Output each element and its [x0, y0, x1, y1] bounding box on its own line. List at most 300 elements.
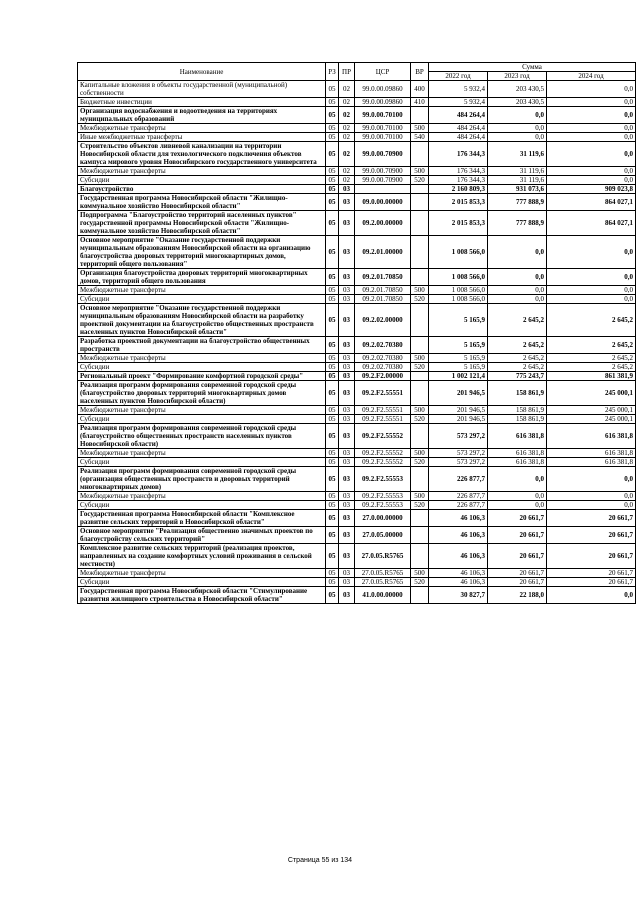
- row-pr: 02: [339, 142, 355, 167]
- table-row: [78, 424, 636, 449]
- header-rz: РЗ: [326, 63, 339, 81]
- row-value-2023: 0,0: [488, 286, 547, 295]
- row-value-2024: 0,0: [547, 587, 636, 604]
- row-name: Разработка проектной документации на благоустройство общественных пространств: [78, 337, 326, 354]
- row-pr: 02: [339, 133, 355, 142]
- row-csr: 09.2.F2.55553: [355, 501, 411, 510]
- row-pr: 03: [339, 501, 355, 510]
- row-value-2022: 1 008 566,0: [429, 295, 488, 304]
- row-value-2024: 0,0: [547, 98, 636, 107]
- header-year-2023: 2023 год: [488, 72, 547, 81]
- row-value-2024: 861 381,9: [547, 372, 636, 381]
- row-pr: 03: [339, 286, 355, 295]
- row-pr: 03: [339, 467, 355, 492]
- row-value-2024: 20 661,7: [547, 569, 636, 578]
- row-value-2023: 158 861,9: [488, 381, 547, 406]
- table-row: [78, 185, 636, 194]
- table-row: [78, 286, 636, 295]
- row-rz: 05: [326, 510, 339, 527]
- row-value-2024: 2 645,2: [547, 363, 636, 372]
- header-year-2022: 2022 год: [429, 72, 488, 81]
- row-pr: 03: [339, 185, 355, 194]
- row-value-2022: 5 165,9: [429, 337, 488, 354]
- row-value-2022: 1 008 566,0: [429, 286, 488, 295]
- table-row: [78, 381, 636, 406]
- row-rz: 05: [326, 415, 339, 424]
- row-value-2022: 573 297,2: [429, 449, 488, 458]
- row-csr: 09.2.F2.55551: [355, 415, 411, 424]
- row-csr: 09.2.F2.55551: [355, 406, 411, 415]
- row-value-2023: 20 661,7: [488, 569, 547, 578]
- table-row: [78, 167, 636, 176]
- row-vr: 410: [411, 98, 429, 107]
- row-pr: 03: [339, 527, 355, 544]
- row-name: Организация благоустройства дворовых территорий многоквартирных домов, территорий общего пользования: [78, 269, 326, 286]
- row-value-2022: 226 877,7: [429, 467, 488, 492]
- row-value-2022: 573 297,2: [429, 424, 488, 449]
- row-name: Субсидии: [78, 295, 326, 304]
- row-vr: [411, 185, 429, 194]
- row-vr: [411, 424, 429, 449]
- row-vr: [411, 527, 429, 544]
- row-value-2024: 864 027,1: [547, 194, 636, 211]
- row-csr: 27.0.05.00000: [355, 527, 411, 544]
- row-value-2024: 0,0: [547, 81, 636, 98]
- row-value-2023: 616 381,8: [488, 424, 547, 449]
- row-csr: 99.0.00.70100: [355, 124, 411, 133]
- row-pr: 03: [339, 337, 355, 354]
- row-value-2024: 20 661,7: [547, 544, 636, 569]
- row-pr: 03: [339, 415, 355, 424]
- row-csr: 09.2.02.70380: [355, 354, 411, 363]
- row-value-2023: 31 119,6: [488, 142, 547, 167]
- row-value-2024: 20 661,7: [547, 578, 636, 587]
- row-pr: 03: [339, 544, 355, 569]
- row-csr: 09.2.02.00000: [355, 304, 411, 337]
- row-value-2022: 176 344,3: [429, 142, 488, 167]
- row-vr: 520: [411, 501, 429, 510]
- row-value-2022: 484 264,4: [429, 107, 488, 124]
- row-csr: 99.0.00.70900: [355, 176, 411, 185]
- row-value-2023: 931 073,6: [488, 185, 547, 194]
- row-csr: 27.0.05.R5765: [355, 578, 411, 587]
- table-row: [78, 415, 636, 424]
- table-row: [78, 492, 636, 501]
- row-value-2022: 2 015 853,3: [429, 211, 488, 236]
- row-pr: 02: [339, 176, 355, 185]
- header-csr: ЦСР: [355, 63, 411, 81]
- row-value-2022: 46 106,3: [429, 510, 488, 527]
- row-value-2023: 0,0: [488, 295, 547, 304]
- row-rz: 05: [326, 167, 339, 176]
- row-rz: 05: [326, 81, 339, 98]
- row-value-2022: 1 002 121,4: [429, 372, 488, 381]
- header-year-2024: 2024 год: [547, 72, 636, 81]
- row-vr: 500: [411, 449, 429, 458]
- row-vr: 520: [411, 363, 429, 372]
- table-row: [78, 337, 636, 354]
- row-csr: 41.0.00.00000: [355, 587, 411, 604]
- row-name: Региональный проект "Формирование комфортной городской среды": [78, 372, 326, 381]
- table-row: [78, 354, 636, 363]
- row-csr: 09.2.F2.55553: [355, 492, 411, 501]
- row-name: Иные межбюджетные трансферты: [78, 133, 326, 142]
- row-pr: 03: [339, 194, 355, 211]
- row-value-2024: 0,0: [547, 501, 636, 510]
- row-rz: 05: [326, 467, 339, 492]
- row-value-2024: 0,0: [547, 295, 636, 304]
- table-row: [78, 363, 636, 372]
- row-name: Благоустройство: [78, 185, 326, 194]
- row-value-2023: 777 888,9: [488, 194, 547, 211]
- row-value-2022: 30 827,7: [429, 587, 488, 604]
- table-row: [78, 124, 636, 133]
- row-pr: 02: [339, 98, 355, 107]
- row-vr: 540: [411, 133, 429, 142]
- row-value-2024: 0,0: [547, 142, 636, 167]
- row-value-2022: 46 106,3: [429, 569, 488, 578]
- row-name: Капитальные вложения в объекты государственной (муниципальной) собственности: [78, 81, 326, 98]
- row-value-2024: 0,0: [547, 467, 636, 492]
- row-csr: 09.0.00.00000: [355, 194, 411, 211]
- table-row: [78, 527, 636, 544]
- row-value-2024: 0,0: [547, 176, 636, 185]
- row-value-2023: 2 645,2: [488, 304, 547, 337]
- table-body: [78, 81, 636, 604]
- row-pr: 03: [339, 354, 355, 363]
- row-vr: 520: [411, 458, 429, 467]
- row-rz: 05: [326, 501, 339, 510]
- table-row: [78, 458, 636, 467]
- row-rz: 05: [326, 269, 339, 286]
- row-name: Основное мероприятие "Реализация общественно значимых проектов по благоустройству сельских территорий": [78, 527, 326, 544]
- row-name: Основное мероприятие "Оказание государственной поддержки муниципальным образованиям Новосибирской области на организацию благоустройства дворовых территорий многоквартирных домов, территорий общего пользования": [78, 236, 326, 269]
- row-vr: [411, 467, 429, 492]
- row-csr: 09.2.01.70850: [355, 269, 411, 286]
- row-vr: [411, 211, 429, 236]
- row-pr: 03: [339, 236, 355, 269]
- page-number: Страница 55 из 134: [287, 857, 353, 864]
- row-pr: 03: [339, 424, 355, 449]
- row-csr: 09.2.F2.55552: [355, 449, 411, 458]
- row-value-2022: 573 297,2: [429, 458, 488, 467]
- row-rz: 05: [326, 458, 339, 467]
- row-rz: 05: [326, 578, 339, 587]
- row-value-2022: 176 344,3: [429, 167, 488, 176]
- row-rz: 05: [326, 133, 339, 142]
- row-rz: 05: [326, 236, 339, 269]
- row-name: Субсидии: [78, 458, 326, 467]
- row-pr: 02: [339, 124, 355, 133]
- row-rz: 05: [326, 124, 339, 133]
- row-vr: 520: [411, 176, 429, 185]
- row-csr: 09.2.02.70380: [355, 337, 411, 354]
- row-rz: 05: [326, 527, 339, 544]
- row-value-2024: 0,0: [547, 286, 636, 295]
- row-csr: 09.2.F2.55552: [355, 458, 411, 467]
- row-value-2023: 775 243,7: [488, 372, 547, 381]
- row-value-2023: 20 661,7: [488, 527, 547, 544]
- row-csr: 09.2.F2.00000: [355, 372, 411, 381]
- row-value-2022: 226 877,7: [429, 492, 488, 501]
- row-value-2022: 1 008 566,0: [429, 236, 488, 269]
- row-value-2024: 0,0: [547, 107, 636, 124]
- row-pr: 03: [339, 449, 355, 458]
- table-row: [78, 194, 636, 211]
- row-rz: 05: [326, 363, 339, 372]
- row-rz: 05: [326, 286, 339, 295]
- row-value-2023: 158 861,9: [488, 406, 547, 415]
- row-vr: 520: [411, 415, 429, 424]
- row-csr: 27.0.05.R5765: [355, 569, 411, 578]
- row-pr: 02: [339, 81, 355, 98]
- table-row: [78, 236, 636, 269]
- row-vr: [411, 194, 429, 211]
- row-vr: [411, 107, 429, 124]
- row-vr: 500: [411, 406, 429, 415]
- row-value-2024: 20 661,7: [547, 527, 636, 544]
- row-value-2023: 0,0: [488, 124, 547, 133]
- row-pr: 03: [339, 406, 355, 415]
- row-value-2023: 31 119,6: [488, 167, 547, 176]
- table-row: [78, 501, 636, 510]
- row-csr: 99.0.00.09860: [355, 98, 411, 107]
- row-name: Межбюджетные трансферты: [78, 124, 326, 133]
- row-rz: 05: [326, 295, 339, 304]
- row-value-2023: 2 645,2: [488, 337, 547, 354]
- row-rz: 05: [326, 587, 339, 604]
- row-csr: 99.0.00.70100: [355, 133, 411, 142]
- row-value-2024: 864 027,1: [547, 211, 636, 236]
- row-name: Межбюджетные трансферты: [78, 406, 326, 415]
- table-row: [78, 211, 636, 236]
- row-value-2023: 0,0: [488, 107, 547, 124]
- row-rz: 05: [326, 354, 339, 363]
- row-name: Реализация программ формирования современной городской среды (организация общественных пространств и дворовых территорий многоквартирных домов): [78, 467, 326, 492]
- row-vr: 500: [411, 569, 429, 578]
- row-vr: 520: [411, 295, 429, 304]
- table-row: [78, 587, 636, 604]
- budget-table: [77, 62, 636, 604]
- row-vr: [411, 337, 429, 354]
- row-value-2024: 0,0: [547, 236, 636, 269]
- row-value-2024: 20 661,7: [547, 510, 636, 527]
- row-name: Комплексное развитие сельских территорий (реализация проектов, направленных на создание комфортных условий проживания в сельской местности): [78, 544, 326, 569]
- row-value-2023: 2 645,2: [488, 363, 547, 372]
- row-vr: 520: [411, 578, 429, 587]
- row-rz: 05: [326, 381, 339, 406]
- row-name: Реализация программ формирования современной городской среды (благоустройство общественных пространств населенных пунктов Новосибирской области): [78, 424, 326, 449]
- row-value-2022: 46 106,3: [429, 544, 488, 569]
- row-value-2024: 616 381,8: [547, 449, 636, 458]
- row-value-2022: 5 932,4: [429, 98, 488, 107]
- row-csr: 09.2.01.00000: [355, 236, 411, 269]
- row-vr: 500: [411, 286, 429, 295]
- row-value-2023: 2 645,2: [488, 354, 547, 363]
- row-name: Государственная программа Новосибирской области "Стимулирование развития жилищного строительства в Новосибирской области": [78, 587, 326, 604]
- table-row: [78, 133, 636, 142]
- table-row: [78, 449, 636, 458]
- row-value-2022: 1 008 566,0: [429, 269, 488, 286]
- row-rz: 05: [326, 544, 339, 569]
- row-value-2024: 0,0: [547, 269, 636, 286]
- row-value-2024: 0,0: [547, 167, 636, 176]
- row-value-2022: 201 946,5: [429, 381, 488, 406]
- row-name: Межбюджетные трансферты: [78, 167, 326, 176]
- row-rz: 05: [326, 492, 339, 501]
- row-value-2024: 2 645,2: [547, 354, 636, 363]
- row-value-2024: 909 023,8: [547, 185, 636, 194]
- row-vr: 400: [411, 81, 429, 98]
- row-rz: 05: [326, 304, 339, 337]
- row-rz: 05: [326, 142, 339, 167]
- table-row: [78, 98, 636, 107]
- row-name: Строительство объектов ливневой канализации на территории Новосибирской области для технологического подключения объектов кампуса мирового уровня Новосибирского государственного университета: [78, 142, 326, 167]
- row-pr: 03: [339, 304, 355, 337]
- row-pr: 03: [339, 363, 355, 372]
- row-name: Субсидии: [78, 363, 326, 372]
- header-pr: ПР: [339, 63, 355, 81]
- row-rz: 05: [326, 449, 339, 458]
- row-name: Субсидии: [78, 415, 326, 424]
- row-vr: [411, 381, 429, 406]
- table-row: [78, 406, 636, 415]
- row-vr: [411, 510, 429, 527]
- row-csr: 99.0.00.70900: [355, 167, 411, 176]
- row-value-2023: 0,0: [488, 269, 547, 286]
- row-rz: 05: [326, 107, 339, 124]
- row-name: Организация водоснабжения и водоотведения на территориях муниципальных образований: [78, 107, 326, 124]
- header-name: Наименование: [78, 63, 326, 81]
- table-row: [78, 81, 636, 98]
- row-csr: 27.0.05.R5765: [355, 544, 411, 569]
- row-rz: 05: [326, 569, 339, 578]
- row-vr: 500: [411, 124, 429, 133]
- table-row: [78, 304, 636, 337]
- row-rz: 05: [326, 424, 339, 449]
- row-value-2023: 31 119,6: [488, 176, 547, 185]
- row-value-2022: 484 264,4: [429, 124, 488, 133]
- row-value-2022: 46 106,3: [429, 578, 488, 587]
- row-value-2022: 201 946,5: [429, 406, 488, 415]
- row-vr: [411, 142, 429, 167]
- row-value-2023: 616 381,8: [488, 449, 547, 458]
- row-value-2023: 20 661,7: [488, 544, 547, 569]
- row-name: Межбюджетные трансферты: [78, 449, 326, 458]
- row-value-2022: 5 165,9: [429, 363, 488, 372]
- row-value-2022: 2 015 853,3: [429, 194, 488, 211]
- table-row: [78, 510, 636, 527]
- row-value-2024: 245 000,1: [547, 381, 636, 406]
- row-name: Государственная программа Новосибирской области "Комплексное развитие сельских территорий в Новосибирской области": [78, 510, 326, 527]
- row-vr: [411, 587, 429, 604]
- row-pr: 03: [339, 211, 355, 236]
- row-value-2023: 777 888,9: [488, 211, 547, 236]
- row-value-2024: 2 645,2: [547, 304, 636, 337]
- row-name: Межбюджетные трансферты: [78, 569, 326, 578]
- row-value-2022: 226 877,7: [429, 501, 488, 510]
- row-value-2023: 22 188,0: [488, 587, 547, 604]
- row-value-2024: 616 381,8: [547, 424, 636, 449]
- row-vr: 500: [411, 492, 429, 501]
- row-pr: 02: [339, 107, 355, 124]
- row-pr: 02: [339, 167, 355, 176]
- row-csr: 99.0.00.09860: [355, 81, 411, 98]
- row-value-2022: 2 160 809,3: [429, 185, 488, 194]
- row-rz: 05: [326, 372, 339, 381]
- row-value-2022: 46 106,3: [429, 527, 488, 544]
- row-rz: 05: [326, 337, 339, 354]
- row-pr: 03: [339, 569, 355, 578]
- row-csr: 09.2.00.00000: [355, 211, 411, 236]
- row-csr: 27.0.00.00000: [355, 510, 411, 527]
- row-value-2024: 0,0: [547, 133, 636, 142]
- table-row: [78, 107, 636, 124]
- row-value-2023: 0,0: [488, 501, 547, 510]
- row-rz: 05: [326, 98, 339, 107]
- row-value-2023: 0,0: [488, 492, 547, 501]
- row-pr: 03: [339, 381, 355, 406]
- row-pr: 03: [339, 492, 355, 501]
- table-row: [78, 269, 636, 286]
- row-rz: 05: [326, 406, 339, 415]
- row-name: Межбюджетные трансферты: [78, 492, 326, 501]
- row-name: Подпрограмма "Благоустройство территорий населенных пунктов" государственной программы Новосибирской области "Жилищно-коммунальное хозяйство Новосибирской области": [78, 211, 326, 236]
- table-row: [78, 544, 636, 569]
- row-value-2024: 245 000,1: [547, 406, 636, 415]
- table-row: [78, 569, 636, 578]
- row-value-2023: 203 430,5: [488, 98, 547, 107]
- row-csr: 09.2.02.70380: [355, 363, 411, 372]
- row-value-2023: 616 381,8: [488, 458, 547, 467]
- header-sum: Сумма: [429, 63, 636, 72]
- table-row: [78, 372, 636, 381]
- row-csr: [355, 185, 411, 194]
- row-value-2023: 20 661,7: [488, 510, 547, 527]
- row-name: Субсидии: [78, 176, 326, 185]
- table-row: [78, 467, 636, 492]
- row-value-2024: 0,0: [547, 492, 636, 501]
- row-vr: [411, 304, 429, 337]
- row-value-2022: 5 932,4: [429, 81, 488, 98]
- row-name: Межбюджетные трансферты: [78, 354, 326, 363]
- row-rz: 05: [326, 176, 339, 185]
- row-csr: 99.0.00.70900: [355, 142, 411, 167]
- row-csr: 99.0.00.70100: [355, 107, 411, 124]
- row-vr: [411, 372, 429, 381]
- row-csr: 09.2.F2.55551: [355, 381, 411, 406]
- row-name: Бюджетные инвестиции: [78, 98, 326, 107]
- row-vr: 500: [411, 167, 429, 176]
- row-rz: 05: [326, 211, 339, 236]
- row-value-2022: 176 344,3: [429, 176, 488, 185]
- row-value-2023: 0,0: [488, 467, 547, 492]
- row-value-2023: 20 661,7: [488, 578, 547, 587]
- row-pr: 03: [339, 295, 355, 304]
- row-name: Субсидии: [78, 578, 326, 587]
- row-value-2023: 0,0: [488, 236, 547, 269]
- row-pr: 03: [339, 372, 355, 381]
- row-value-2023: 203 430,5: [488, 81, 547, 98]
- row-value-2024: 2 645,2: [547, 337, 636, 354]
- row-name: Государственная программа Новосибирской области "Жилищно-коммунальное хозяйство Новосибирской области": [78, 194, 326, 211]
- row-value-2022: 484 264,4: [429, 133, 488, 142]
- row-name: Межбюджетные трансферты: [78, 286, 326, 295]
- row-rz: 05: [326, 185, 339, 194]
- row-pr: 03: [339, 458, 355, 467]
- table-row: [78, 142, 636, 167]
- row-vr: [411, 236, 429, 269]
